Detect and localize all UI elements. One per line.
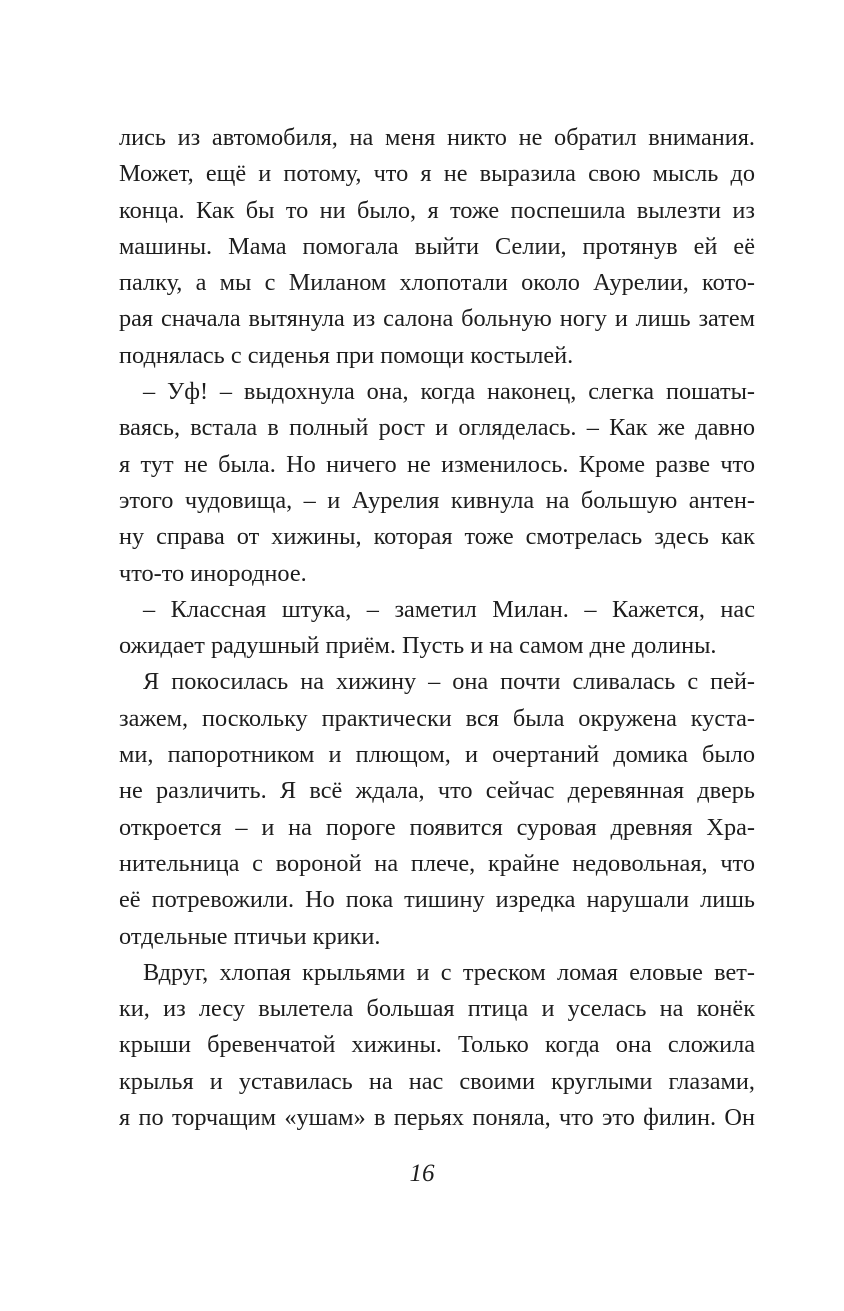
text-line: Вдруг, хлопая крыльями и с треском ломая еловые вет- <box>143 958 755 986</box>
page-number: 16 <box>409 1160 435 1187</box>
text-line: Может, ещё и потому, что я не выразила свою мысль до <box>119 160 755 188</box>
text-line: нительница с вороной на плече, крайне недовольная, что <box>119 849 755 877</box>
text-line: этого чудовища, – и Аурелия кивнула на большую антен- <box>119 486 755 514</box>
text-line: я тут не была. Но ничего не изменилось. Кроме разве что <box>119 450 755 478</box>
text-line: крылья и уставилась на нас своими круглыми глазами, <box>119 1067 755 1095</box>
text-line: рая сначала вытянула из салона больную ногу и лишь затем <box>119 305 755 333</box>
body-text <box>119 120 755 1136</box>
text-line: зажем, поскольку практически вся была окружена куста- <box>119 704 755 732</box>
text-line: – Уф! – выдохнула она, когда наконец, слегка пошаты- <box>143 378 755 406</box>
text-line: я по торчащим «ушам» в перьях поняла, что это филин. Он <box>119 1104 755 1132</box>
text-line: – Классная штука, – заметил Милан. – Кажется, нас <box>143 595 755 623</box>
text-line: откроется – и на пороге появится суровая древняя Хра- <box>119 813 755 841</box>
text-line: палку, а мы с Миланом хлопотали около Аурелии, кото- <box>119 269 755 297</box>
text-line: что-то инородное. <box>119 559 307 587</box>
text-line: лись из автомобиля, на меня никто не обратил внимания. <box>119 124 755 151</box>
text-line: её потревожили. Но пока тишину изредка нарушали лишь <box>119 886 755 914</box>
text-line: конца. Как бы то ни было, я тоже поспешила вылезти из <box>119 196 755 224</box>
text-line: отдельные птичьи крики. <box>119 922 381 950</box>
text-line: ки, из лесу вылетела большая птица и уселась на конёк <box>119 995 755 1023</box>
text-line: крыши бревенчатой хижины. Только когда она сложила <box>119 1031 755 1059</box>
text-line: ми, папоротником и плющом, и очертаний домика было <box>119 741 755 769</box>
text-line: поднялась с сиденья при помощи костылей. <box>119 341 574 369</box>
text-line: не различить. Я всё ждала, что сейчас деревянная дверь <box>119 777 755 805</box>
text-line: ожидает радушный приём. Пусть и на самом дне долины. <box>119 632 717 660</box>
text-line: машины. Мама помогала выйти Селии, протянув ей её <box>119 232 755 260</box>
text-line: ну справа от хижины, которая тоже смотрелась здесь как <box>119 523 755 551</box>
text-line: Я покосилась на хижину – она почти сливалась с пей- <box>143 668 755 696</box>
text-line: ваясь, встала в полный рост и огляделась. – Как же давно <box>119 414 755 442</box>
